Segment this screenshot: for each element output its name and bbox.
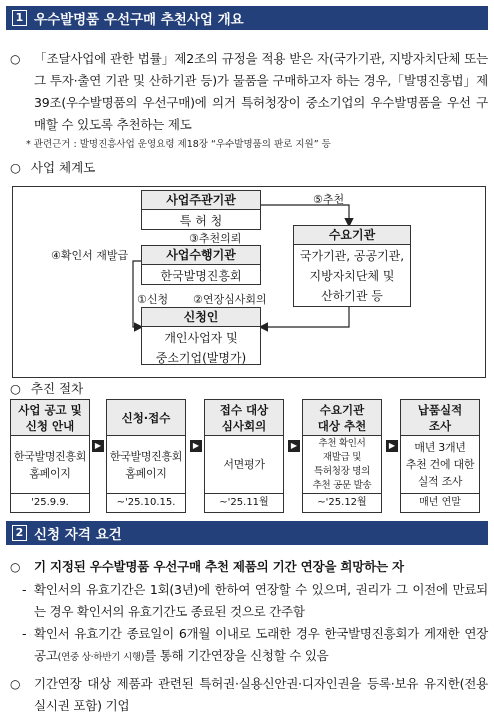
section1-title: 우수발명품 우선구매 추천사업 개요 bbox=[34, 12, 244, 28]
label-apply: ①신청 bbox=[137, 293, 169, 306]
system-subheading: ○ 사업 체계도 bbox=[10, 160, 96, 175]
demand-title: 수요기관 bbox=[294, 226, 410, 245]
process-arrow-3: ▶ bbox=[288, 440, 300, 452]
demand-line3: 산하기관 등 bbox=[321, 289, 383, 303]
process-step-3-date: ~'25.11월 bbox=[219, 497, 269, 508]
eligibility-dash-text-2: 확인서 유효기간 종료일이 6개월 이내로 도래한 경우 한국발명진흥회가 게재한 연장 공고(연중 상·하반기 시행)를 통해 기간연장을 신청할 수 있음 bbox=[34, 626, 488, 663]
executor-name: 한국발명진흥회 bbox=[160, 269, 242, 283]
business-system-diagram bbox=[12, 186, 486, 378]
eligibility-text-2: 기간연장 대상 제품과 관련된 특허권·실용신안권·디자인권을 등록·보유 유지한(전용실시권 포함) 기업 bbox=[34, 676, 488, 713]
process-step-5: 납품실적 조사 매년 3개년 추천 건에 대한 실적 조사 매년 연말 bbox=[400, 399, 480, 513]
label-reissue: ④확인서 재발급 bbox=[51, 249, 129, 262]
process-step-4-date: ~'25.12월 bbox=[317, 497, 367, 508]
eligibility-bullet-1: ○ 기 지정된 우수발명품 우선구매 추천 제품의 기간 연장을 희망하는 자 bbox=[10, 556, 488, 578]
intro-text: 「조달사업에 관한 법률」제2조의 규정을 적용 받은 자(국가기관, 지방자치단체 또는 그 투자·출연 기관 및 산하기관 등)가 물품을 구매하고자 하는 경우,「발명진흥법」제39조(우수발명품의 우선구매)에 의거 특허청장이 중소기업의 우수발명품을 우선 구매할 수 있도록 추천하는 제도 bbox=[34, 51, 488, 132]
process-step-5-date: 매년 연말 bbox=[419, 497, 461, 508]
label-recommend-request: ③추천의뢰 bbox=[189, 232, 242, 245]
applicant-box bbox=[141, 307, 261, 365]
intro-paragraph bbox=[10, 48, 488, 136]
applicant-line2: 중소기업(발명가) bbox=[155, 351, 247, 365]
label-recommend: ⑤추천 bbox=[313, 193, 345, 206]
section1-number: 1 bbox=[12, 10, 27, 26]
process-step-4: 수요기관 대상 추천 추천 확인서 재발급 및 특허청장 명의 추천 공문 발송 ~'25.12월 bbox=[302, 399, 382, 513]
eligibility-dash-2: - 확인서 유효기간 종료일이 6개월 이내로 도래한 경우 한국발명진흥회가 게재한 연장 공고(연중 상·하반기 시행)를 통해 기간연장을 신청할 수 있음 bbox=[22, 623, 488, 669]
eligibility-bullet-2: ○ 기간연장 대상 제품과 관련된 특허권·실용신안권·디자인권을 등록·보유 유지한(전용실시권 포함) 기업 bbox=[10, 673, 488, 717]
section2-title: 신청 자격 요건 bbox=[34, 527, 122, 543]
applicant-line1: 개인사업자 및 bbox=[164, 331, 238, 345]
applicant-title: 신청인 bbox=[142, 308, 260, 327]
process-arrow-2: ▶ bbox=[190, 440, 202, 452]
intro-bullet: ○ bbox=[10, 52, 21, 66]
demand-line1: 국가기관, 공공기관, bbox=[299, 249, 405, 263]
process-arrow-4: ▶ bbox=[386, 440, 398, 452]
supervisor-box bbox=[141, 190, 261, 230]
eligibility-dash-1: - 확인서의 유효기간은 1회(3년)에 한하여 연장할 수 있으며, 권리가 그 이전에 만료되는 경우 확인서의 유효기간도 종료된 것으로 간주함 bbox=[22, 579, 488, 623]
supervisor-name: 특 허 청 bbox=[179, 214, 223, 228]
executor-title: 사업수행기관 bbox=[142, 246, 260, 265]
process-step-1-date: '25.9.9. bbox=[31, 497, 69, 508]
executor-box bbox=[141, 245, 261, 285]
process-step-1: 사업 공고 및 신청 안내 한국발명진흥회 홈페이지 '25.9.9. bbox=[10, 399, 90, 513]
process-subheading: ○ 추진 절차 bbox=[10, 381, 84, 396]
eligibility-dash-text-1: 확인서의 유효기간은 1회(3년)에 한하여 연장할 수 있으며, 권리가 그 이전에 만료되는 경우 확인서의 유효기간도 종료된 것으로 간주함 bbox=[34, 582, 488, 619]
label-extension-review: ②연장심사회의 bbox=[193, 293, 267, 306]
section1-header bbox=[6, 6, 488, 30]
process-title: 추진 절차 bbox=[30, 381, 84, 396]
process-step-2-date: ~'25.10.15. bbox=[116, 497, 176, 508]
process-step-3: 접수 대상 심사회의 서면평가 ~'25.11월 bbox=[204, 399, 284, 513]
section2-header bbox=[6, 521, 488, 545]
section2-number: 2 bbox=[12, 525, 27, 541]
process-arrow-1: ▶ bbox=[92, 440, 104, 452]
process-step-2: 신청·접수 한국발명진흥회 홈페이지 ~'25.10.15. bbox=[106, 399, 186, 513]
eligibility-text-1: 기 지정된 우수발명품 우선구매 추천 제품의 기간 연장을 희망하는 자 bbox=[34, 559, 404, 574]
system-title: 사업 체계도 bbox=[30, 160, 96, 175]
demand-agency-box bbox=[293, 225, 411, 307]
supervisor-title: 사업주관기관 bbox=[142, 191, 260, 210]
demand-line2: 지방자치단체 및 bbox=[309, 269, 395, 283]
legal-basis-note: * 관련근거 : 발명진흥사업 운영요령 제18장 “우수발명품의 판로 지원” 등 bbox=[26, 139, 331, 150]
